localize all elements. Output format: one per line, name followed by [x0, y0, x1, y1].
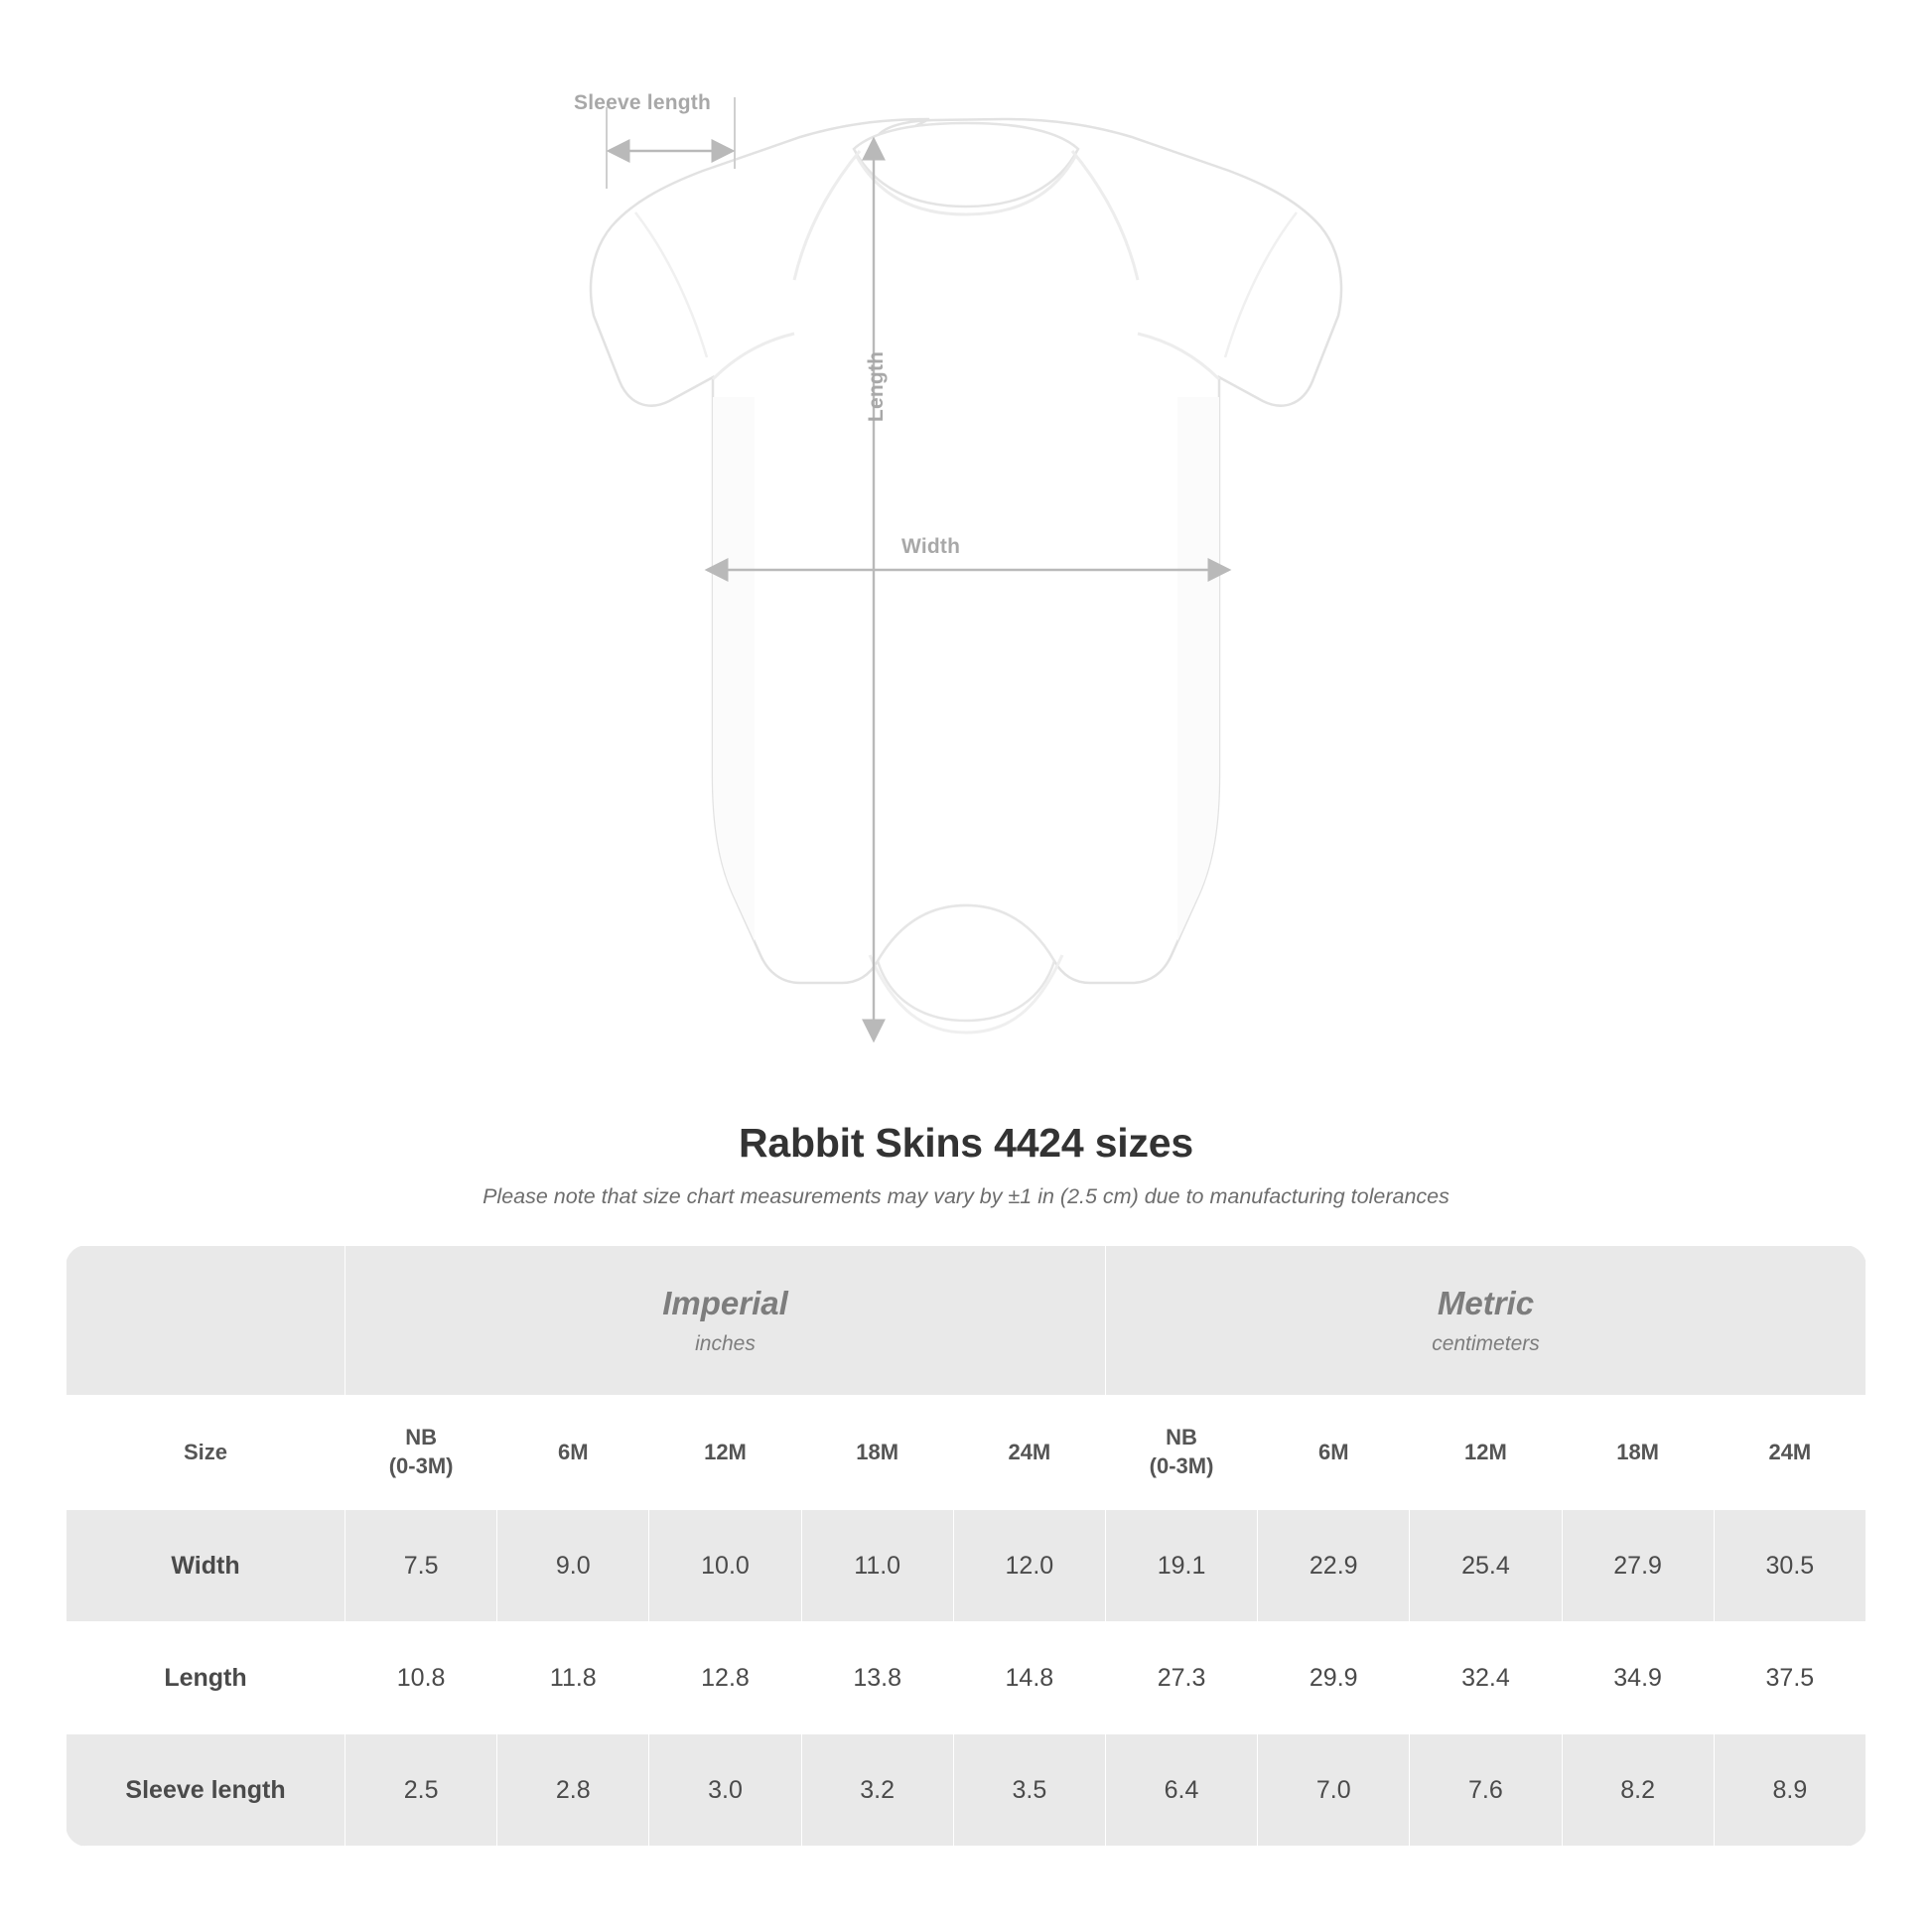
unit-corner-cell [67, 1246, 345, 1396]
page-title: Rabbit Skins 4424 sizes [738, 1120, 1193, 1166]
column-header-0-line1: NB [405, 1425, 437, 1450]
cell-width-6: 22.9 [1258, 1510, 1410, 1622]
width-label: Width [901, 535, 961, 558]
column-header-1 [497, 1396, 649, 1510]
size-table [66, 1245, 1866, 1847]
cell-length-6: 29.9 [1258, 1622, 1410, 1734]
cell-width-8: 27.9 [1562, 1510, 1714, 1622]
column-header-5-line2: (0-3M) [1149, 1453, 1214, 1478]
column-header-4 [953, 1396, 1105, 1510]
column-header-1-line1: 6M [558, 1439, 589, 1464]
cell-sleeve-0: 2.5 [345, 1734, 497, 1847]
table-row [67, 1510, 1866, 1622]
column-header-5 [1105, 1396, 1257, 1510]
length-label: Length [865, 350, 888, 422]
cell-length-3: 13.8 [801, 1622, 953, 1734]
size-table-wrapper [66, 1245, 1866, 1847]
cell-sleeve-7: 7.6 [1410, 1734, 1562, 1847]
unit-group-metric [1105, 1246, 1865, 1396]
cell-sleeve-6: 7.0 [1258, 1734, 1410, 1847]
cell-length-5: 27.3 [1105, 1622, 1257, 1734]
cell-length-0: 10.8 [345, 1622, 497, 1734]
cell-width-5: 19.1 [1105, 1510, 1257, 1622]
column-header-row [67, 1396, 1866, 1510]
cell-length-8: 34.9 [1562, 1622, 1714, 1734]
cell-sleeve-1: 2.8 [497, 1734, 649, 1847]
unit-system-row [67, 1246, 1866, 1396]
cell-length-2: 12.8 [649, 1622, 801, 1734]
column-header-4-line1: 24M [1008, 1439, 1051, 1464]
cell-length-1: 11.8 [497, 1622, 649, 1734]
row-label-length: Length [67, 1622, 345, 1734]
cell-length-7: 32.4 [1410, 1622, 1562, 1734]
column-header-7-line1: 12M [1464, 1439, 1507, 1464]
column-header-3 [801, 1396, 953, 1510]
cell-sleeve-4: 3.5 [953, 1734, 1105, 1847]
column-header-9-line1: 24M [1768, 1439, 1812, 1464]
column-header-6-line1: 6M [1317, 1439, 1349, 1464]
cell-width-0: 7.5 [345, 1510, 497, 1622]
cell-sleeve-3: 3.2 [801, 1734, 953, 1847]
column-header-0 [345, 1396, 497, 1510]
unit-group-metric-sub: centimeters [1432, 1332, 1540, 1355]
column-header-5-line1: NB [1166, 1425, 1197, 1450]
column-header-8-line1: 18M [1616, 1439, 1659, 1464]
cell-length-9: 37.5 [1714, 1622, 1865, 1734]
cell-sleeve-8: 8.2 [1562, 1734, 1714, 1847]
cell-width-1: 9.0 [497, 1510, 649, 1622]
column-header-3-line1: 18M [856, 1439, 899, 1464]
cell-width-2: 10.0 [649, 1510, 801, 1622]
row-label-width: Width [67, 1510, 345, 1622]
column-header-size: Size [67, 1396, 345, 1510]
cell-sleeve-2: 3.0 [649, 1734, 801, 1847]
cell-width-4: 12.0 [953, 1510, 1105, 1622]
cell-width-7: 25.4 [1410, 1510, 1562, 1622]
unit-group-imperial-sub: inches [695, 1332, 756, 1355]
column-header-6 [1258, 1396, 1410, 1510]
cell-length-4: 14.8 [953, 1622, 1105, 1734]
column-header-9 [1714, 1396, 1865, 1510]
bodysuit-shape [591, 119, 1341, 1033]
table-row [67, 1734, 1866, 1847]
unit-group-imperial [345, 1246, 1106, 1396]
title-block [0, 1120, 1932, 1209]
cell-width-9: 30.5 [1714, 1510, 1865, 1622]
unit-group-metric-name: Metric [1437, 1285, 1535, 1321]
column-header-0-line2: (0-3M) [388, 1453, 454, 1478]
sleeve-length-label: Sleeve length [574, 91, 711, 114]
column-header-2-line1: 12M [704, 1439, 747, 1464]
row-label-sleeve-length: Sleeve length [67, 1734, 345, 1847]
column-header-8 [1562, 1396, 1714, 1510]
tolerance-note: Please note that size chart measurements may vary by ±1 in (2.5 cm) due to manufacturing tolerances [483, 1184, 1449, 1208]
cell-width-3: 11.0 [801, 1510, 953, 1622]
cell-sleeve-5: 6.4 [1105, 1734, 1257, 1847]
column-header-2 [649, 1396, 801, 1510]
column-header-7 [1410, 1396, 1562, 1510]
unit-group-imperial-name: Imperial [662, 1285, 788, 1321]
table-row [67, 1622, 1866, 1734]
cell-sleeve-9: 8.9 [1714, 1734, 1865, 1847]
